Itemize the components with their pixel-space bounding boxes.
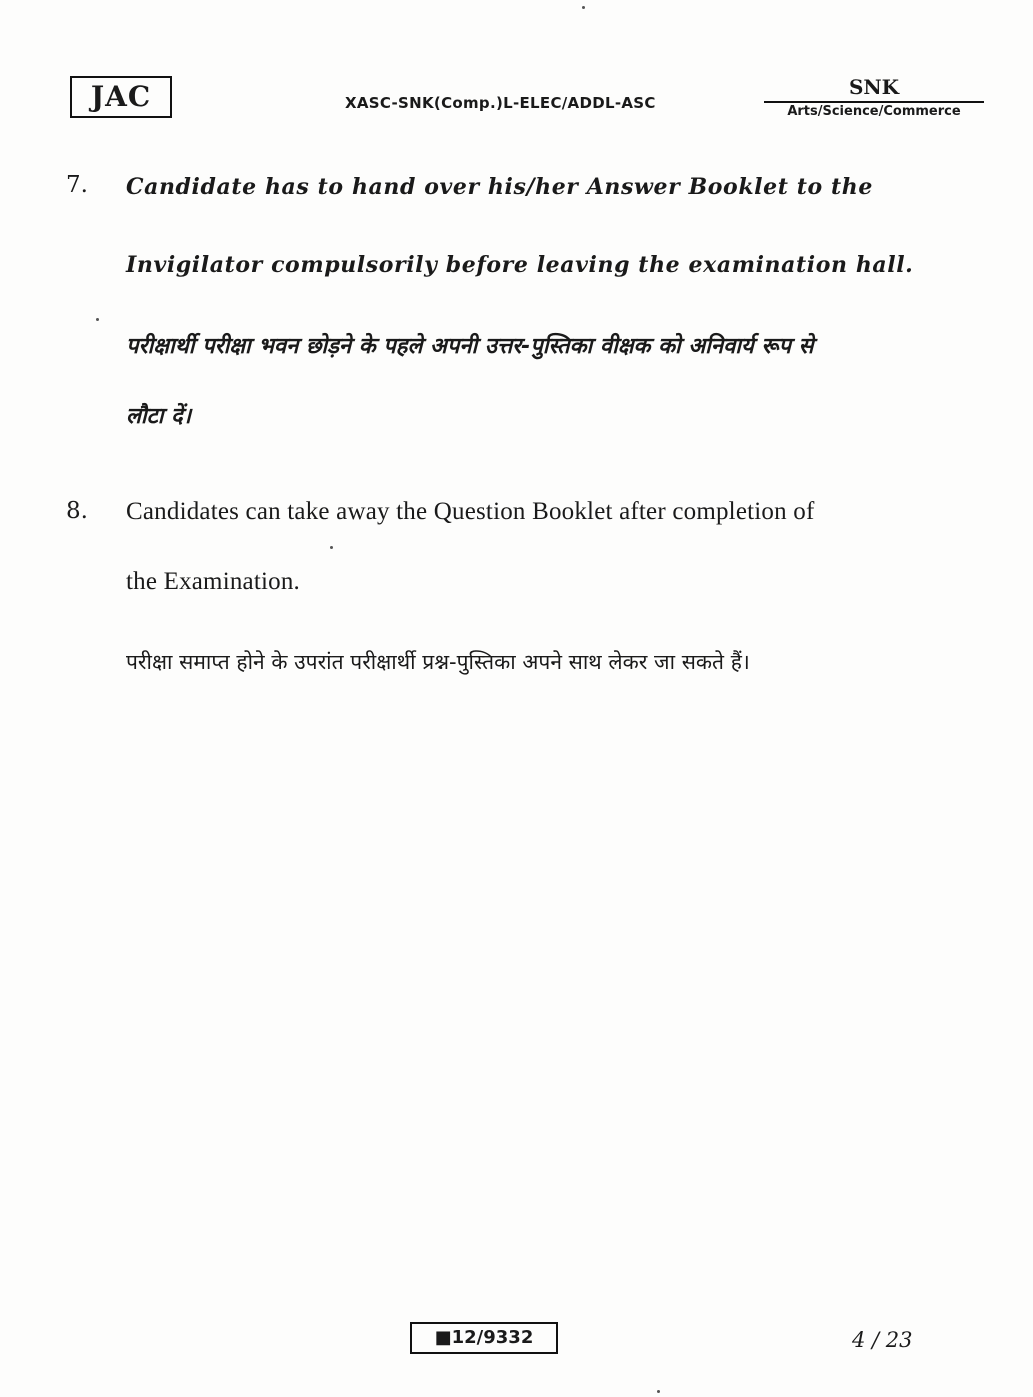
paper-code: XASC-SNK(Comp.)L-ELEC/ADDL-ASC [345,94,656,112]
instruction-number: 8. [66,498,88,524]
instruction-hindi-line: परीक्षा समाप्त होने के उपरांत परीक्षार्थी प्रश्न-पुस्तिका अपने साथ लेकर जा सकते हैं। [126,650,750,674]
scan-speck [657,1390,660,1393]
streams-label: Arts/Science/Commerce [787,104,961,119]
booklet-code-box: ■12/9332 [410,1322,558,1354]
scan-speck [330,546,333,549]
instruction-hindi-line: लौटा दें। [126,404,192,429]
series-block [764,76,984,121]
page-number: 4 / 23 [852,1328,913,1352]
instruction-7 [66,170,996,440]
instruction-number: 7. [66,172,88,198]
instruction-english-line: Candidates can take away the Question Booklet after completion of [126,498,815,525]
instruction-english-line: the Examination. [126,568,300,595]
series-title: SNK [764,76,984,103]
instruction-hindi-line: परीक्षार्थी परीक्षा भवन छोड़ने के पहले अपनी उत्तर-पुस्तिका वीक्षक को अनिवार्य रूप से [126,334,814,359]
scan-speck [96,318,99,321]
instruction-english-line: Invigilator compulsorily before leaving the examination hall. [126,252,914,278]
scan-speck [582,6,585,9]
instruction-8 [66,496,996,696]
instruction-english-line: Candidate has to hand over his/her Answer Booklet to the [126,174,873,200]
board-logo-box: JAC [70,76,172,118]
